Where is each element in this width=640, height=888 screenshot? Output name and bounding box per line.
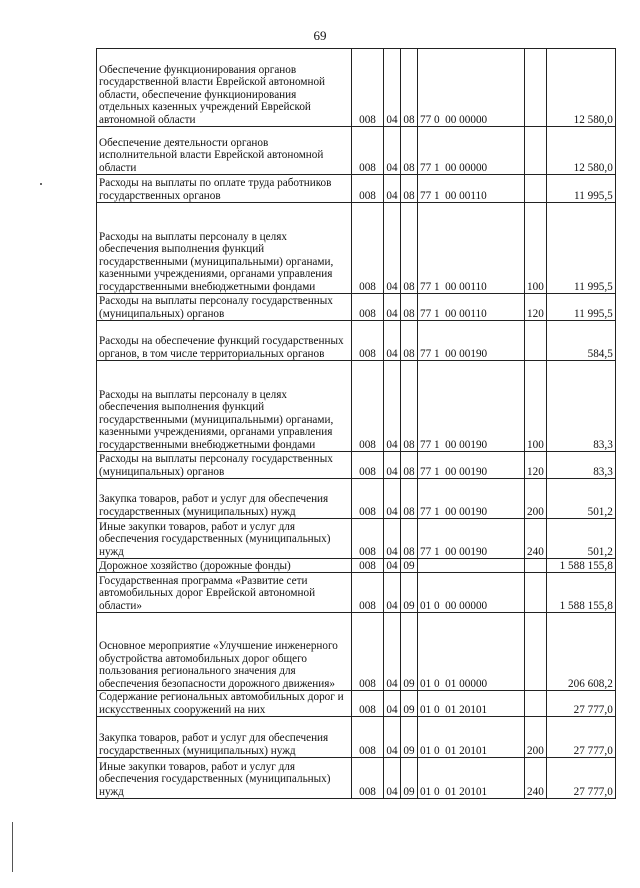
cell-target-article [418,559,525,573]
cell-section: 04 [384,49,401,127]
cell-subsection: 08 [401,519,418,559]
page-number: 69 [313,28,327,43]
cell-amount: 1 588 155,8 [546,573,615,613]
cell-amount: 501,2 [546,479,615,519]
cell-ved: 008 [352,49,384,127]
cell-section: 04 [384,294,401,321]
cell-target-article: 01 0 01 20101 [418,758,525,799]
cell-subsection: 08 [401,175,418,203]
cell-subsection: 08 [401,203,418,294]
cell-target-article: 01 0 01 20101 [418,691,525,717]
cell-target-article: 77 1 00 00000 [418,127,525,175]
cell-name: Государственная программа «Развитие сети автомобильных дорог Еврейской автономной области» [97,573,352,613]
margin-dot [40,183,42,185]
cell-target-article: 01 0 01 20101 [418,717,525,758]
cell-subsection: 08 [401,452,418,479]
cell-expense-type: 120 [525,294,547,321]
cell-ved: 008 [352,613,384,691]
table-row [97,479,616,519]
cell-amount: 83,3 [546,452,615,479]
cell-name: Расходы на выплаты персоналу в целях обеспечения выполнения функций государственными (муниципальными) органами, казенными учреждениями, органами управления государственными внебюджетными фондами [97,203,352,294]
cell-section: 04 [384,175,401,203]
cell-expense-type: 200 [525,717,547,758]
cell-ved: 008 [352,127,384,175]
cell-expense-type: 200 [525,479,547,519]
cell-ved: 008 [352,479,384,519]
cell-amount: 12 580,0 [546,49,615,127]
cell-amount: 27 777,0 [546,717,615,758]
cell-name: Иные закупки товаров, работ и услуг для обеспечения государственных (муниципальных) нужд [97,519,352,559]
cell-ved: 008 [352,559,384,573]
cell-amount: 27 777,0 [546,691,615,717]
cell-subsection: 08 [401,361,418,452]
table-row [97,573,616,613]
cell-ved: 008 [352,361,384,452]
cell-subsection: 09 [401,717,418,758]
table-row [97,203,616,294]
cell-target-article: 77 1 00 00190 [418,452,525,479]
table-row [97,559,616,573]
cell-ved: 008 [352,321,384,361]
cell-expense-type: 100 [525,203,547,294]
table-row [97,717,616,758]
cell-name: Обеспечение деятельности органов исполнительной власти Еврейской автономной области [97,127,352,175]
table-row [97,758,616,799]
cell-target-article: 77 1 00 00190 [418,479,525,519]
cell-amount: 1 588 155,8 [546,559,615,573]
table-row [97,321,616,361]
cell-amount: 27 777,0 [546,758,615,799]
table-row [97,49,616,127]
cell-target-article: 77 1 00 00190 [418,519,525,559]
cell-section: 04 [384,127,401,175]
budget-table-body [97,49,616,799]
cell-expense-type [525,559,547,573]
cell-target-article: 77 1 00 00190 [418,361,525,452]
cell-amount: 12 580,0 [546,127,615,175]
cell-amount: 501,2 [546,519,615,559]
cell-amount: 11 995,5 [546,175,615,203]
cell-amount: 11 995,5 [546,294,615,321]
table-row [97,613,616,691]
cell-subsection: 08 [401,479,418,519]
cell-subsection: 08 [401,294,418,321]
cell-name: Закупка товаров, работ и услуг для обеспечения государственных (муниципальных) нужд [97,479,352,519]
cell-expense-type: 240 [525,519,547,559]
cell-ved: 008 [352,452,384,479]
cell-expense-type [525,573,547,613]
cell-expense-type [525,175,547,203]
cell-expense-type [525,613,547,691]
cell-target-article: 01 0 00 00000 [418,573,525,613]
cell-ved: 008 [352,691,384,717]
cell-amount: 584,5 [546,321,615,361]
cell-target-article: 77 1 00 00110 [418,175,525,203]
cell-expense-type: 100 [525,361,547,452]
table-row [97,175,616,203]
cell-section: 04 [384,559,401,573]
cell-name: Дорожное хозяйство (дорожные фонды) [97,559,352,573]
cell-name: Расходы на обеспечение функций государственных органов, в том числе территориальных органов [97,321,352,361]
cell-section: 04 [384,361,401,452]
cell-section: 04 [384,691,401,717]
cell-ved: 008 [352,294,384,321]
cell-ved: 008 [352,519,384,559]
cell-subsection: 09 [401,691,418,717]
cell-ved: 008 [352,573,384,613]
cell-ved: 008 [352,717,384,758]
cell-section: 04 [384,613,401,691]
cell-amount: 11 995,5 [546,203,615,294]
cell-name: Расходы на выплаты персоналу в целях обеспечения выполнения функций государственными (муниципальными) органами, казенными учреждениями, органами управления государственными внебюджетными фондами [97,361,352,452]
cell-target-article: 77 0 00 00000 [418,49,525,127]
cell-subsection: 09 [401,758,418,799]
cell-target-article: 77 1 00 00190 [418,321,525,361]
budget-table [96,48,616,799]
cell-section: 04 [384,479,401,519]
cell-subsection: 09 [401,559,418,573]
cell-section: 04 [384,758,401,799]
table-row [97,361,616,452]
cell-section: 04 [384,203,401,294]
cell-target-article: 77 1 00 00110 [418,203,525,294]
margin-line [12,822,13,872]
cell-section: 04 [384,573,401,613]
table-row [97,519,616,559]
cell-name: Иные закупки товаров, работ и услуг для обеспечения государственных (муниципальных) нужд [97,758,352,799]
cell-section: 04 [384,321,401,361]
table-row [97,452,616,479]
cell-subsection: 08 [401,49,418,127]
cell-ved: 008 [352,758,384,799]
cell-subsection: 08 [401,321,418,361]
cell-name: Содержание региональных автомобильных дорог и искусственных сооружений на них [97,691,352,717]
cell-expense-type: 240 [525,758,547,799]
cell-ved: 008 [352,175,384,203]
cell-section: 04 [384,519,401,559]
cell-name: Закупка товаров, работ и услуг для обеспечения государственных (муниципальных) нужд [97,717,352,758]
cell-expense-type [525,127,547,175]
cell-subsection: 09 [401,613,418,691]
cell-expense-type [525,49,547,127]
cell-name: Расходы на выплаты по оплате труда работников государственных органов [97,175,352,203]
cell-target-article: 01 0 01 00000 [418,613,525,691]
cell-expense-type [525,691,547,717]
cell-expense-type: 120 [525,452,547,479]
cell-expense-type [525,321,547,361]
table-row [97,127,616,175]
table-row [97,691,616,717]
cell-subsection: 08 [401,127,418,175]
cell-amount: 206 608,2 [546,613,615,691]
cell-section: 04 [384,717,401,758]
cell-ved: 008 [352,203,384,294]
cell-name: Расходы на выплаты персоналу государственных (муниципальных) органов [97,294,352,321]
cell-name: Обеспечение функционирования органов государственной власти Еврейской автономной области, обеспечение функционирования отдельных казенных учреждений Еврейской автономной области [97,49,352,127]
table-row [97,294,616,321]
cell-name: Основное мероприятие «Улучшение инженерного обустройства автомобильных дорог общего пользования регионального значения для обеспечения безопасности дорожного движения» [97,613,352,691]
cell-amount: 83,3 [546,361,615,452]
cell-target-article: 77 1 00 00110 [418,294,525,321]
cell-name: Расходы на выплаты персоналу государственных (муниципальных) органов [97,452,352,479]
cell-section: 04 [384,452,401,479]
cell-subsection: 09 [401,573,418,613]
